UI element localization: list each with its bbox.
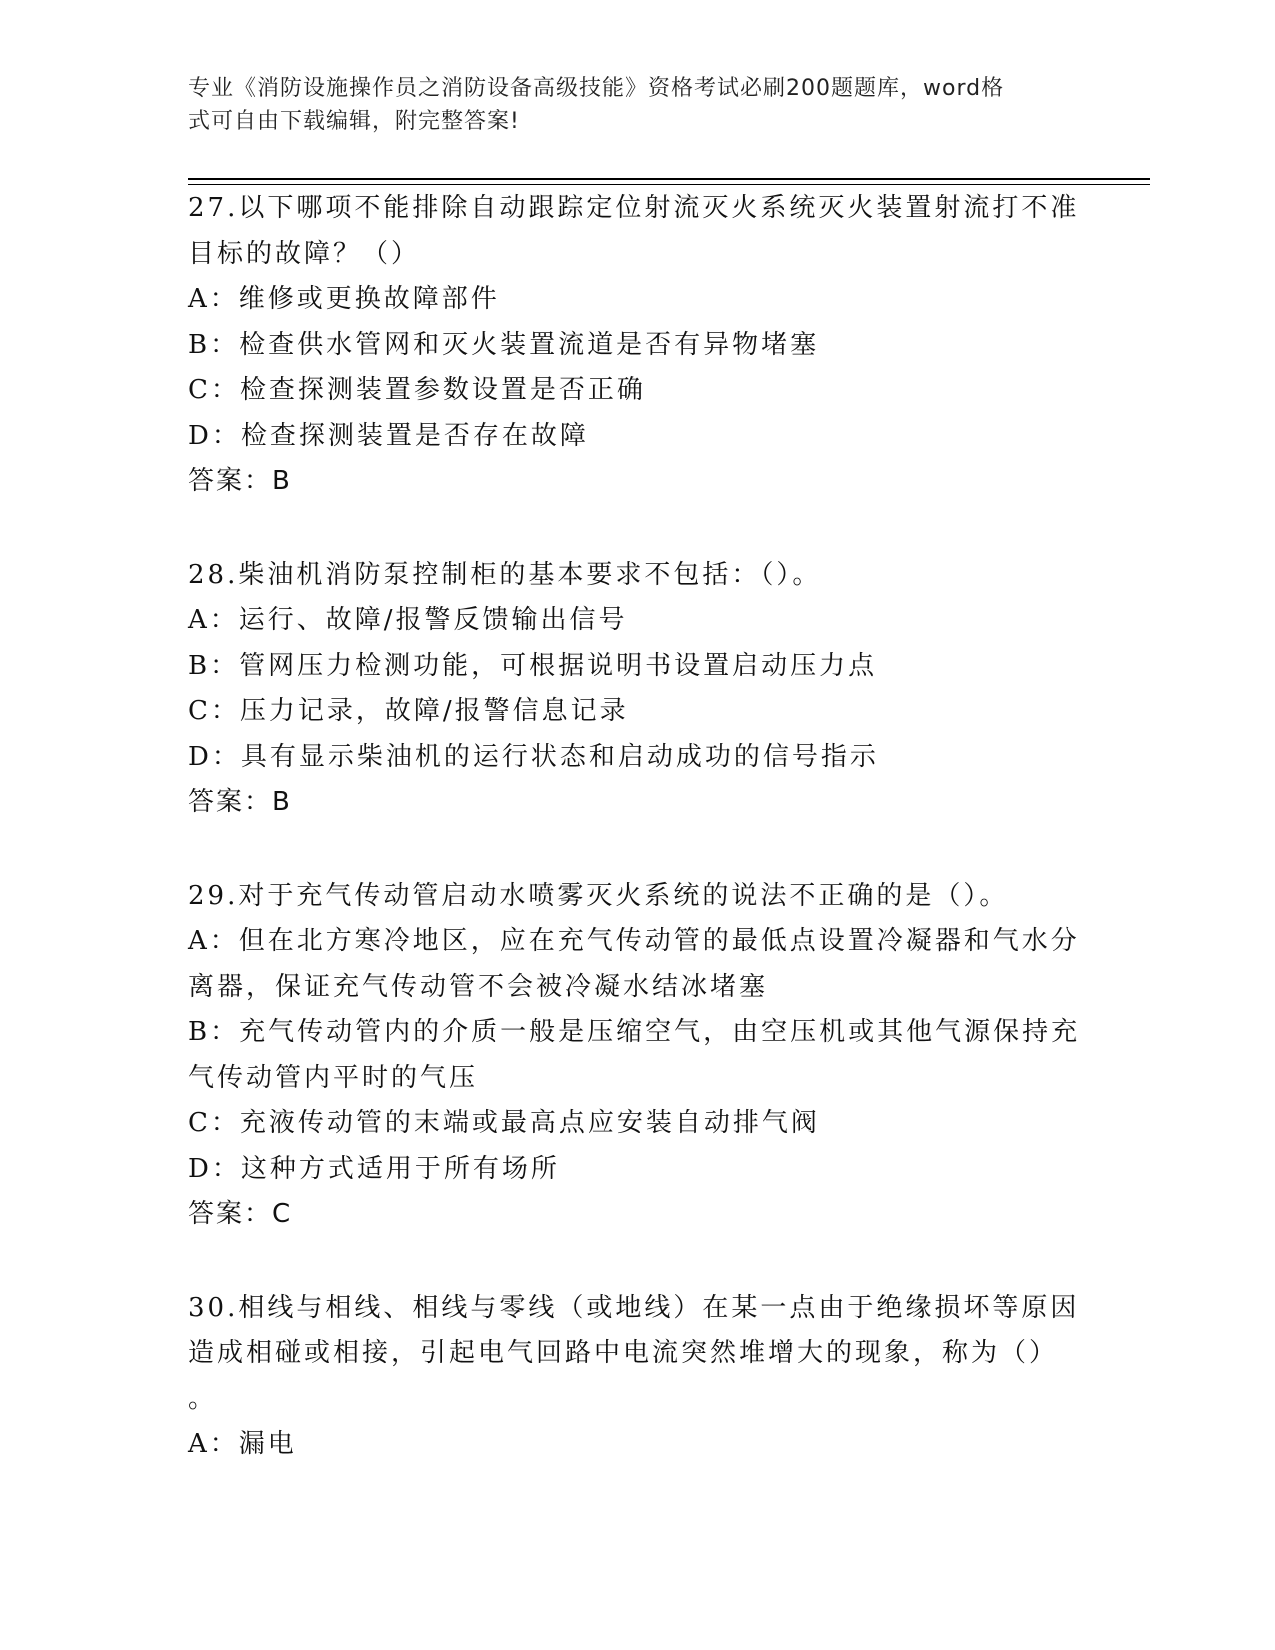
question-stem-line: 28.柴油机消防泵控制柜的基本要求不包括：（）。	[188, 559, 822, 590]
answer-line: 答案：B	[188, 787, 292, 817]
question-block	[188, 186, 1088, 505]
question-block	[188, 874, 1088, 1238]
header-line-2: 式可自由下载编辑，附完整答案!	[188, 109, 520, 134]
question-stem-line: 。	[188, 1383, 218, 1414]
answer-line: 答案：C	[188, 1199, 293, 1229]
option-line: D：检查探测装置是否存在故障	[188, 420, 589, 451]
question-stem-line: 30.相线与相线、相线与零线（或地线）在某一点由于绝缘损坏等原因	[188, 1292, 1080, 1323]
option-line: A：维修或更换故障部件	[188, 284, 500, 314]
question-stem-line: 29.对于充气传动管启动水喷雾灭火系统的说法不正确的是（）。	[188, 880, 1009, 911]
answer-line: 答案：B	[188, 466, 292, 496]
option-line: B：检查供水管网和灭火装置流道是否有异物堵塞	[188, 329, 820, 360]
question-stem-line: 27.以下哪项不能排除自动跟踪定位射流灭火系统灭火装置射流打不准	[188, 193, 1080, 223]
document-header	[188, 72, 1088, 138]
header-divider-thin	[188, 184, 1150, 185]
option-line: B：充气传动管内的介质一般是压缩空气，由空压机或其他气源保持充	[188, 1017, 1081, 1047]
question-block	[188, 553, 1088, 826]
option-line: C：充液传动管的末端或最高点应安装自动排气阀	[188, 1108, 820, 1138]
option-line: A：运行、故障/报警反馈输出信号	[188, 605, 628, 635]
question-stem-line: 目标的故障？（）	[188, 238, 421, 269]
option-line: A：漏电	[188, 1429, 297, 1459]
question-block	[188, 1286, 1088, 1468]
header-divider-thick	[188, 178, 1150, 180]
header-line-1: 专业《消防设施操作员之消防设备高级技能》资格考试必刷200题题库，word格	[188, 76, 1005, 101]
option-line: A：但在北方寒冷地区，应在充气传动管的最低点设置冷凝器和气水分	[188, 926, 1080, 956]
option-line: B：管网压力检测功能，可根据说明书设置启动压力点	[188, 650, 878, 681]
option-line: 离器，保证充气传动管不会被冷凝水结冰堵塞	[188, 971, 769, 1002]
option-line: D：具有显示柴油机的运行状态和启动成功的信号指示	[188, 741, 879, 772]
question-stem-line: 造成相碰或相接，引起电气回路中电流突然堆增大的现象，称为（）	[188, 1338, 1059, 1368]
question-list	[188, 186, 1088, 1516]
option-line: C：检查探测装置参数设置是否正确	[188, 375, 646, 405]
option-line: C：压力记录，故障/报警信息记录	[188, 696, 629, 726]
option-line: D：这种方式适用于所有场所	[188, 1153, 560, 1184]
option-line: 气传动管内平时的气压	[188, 1062, 479, 1093]
